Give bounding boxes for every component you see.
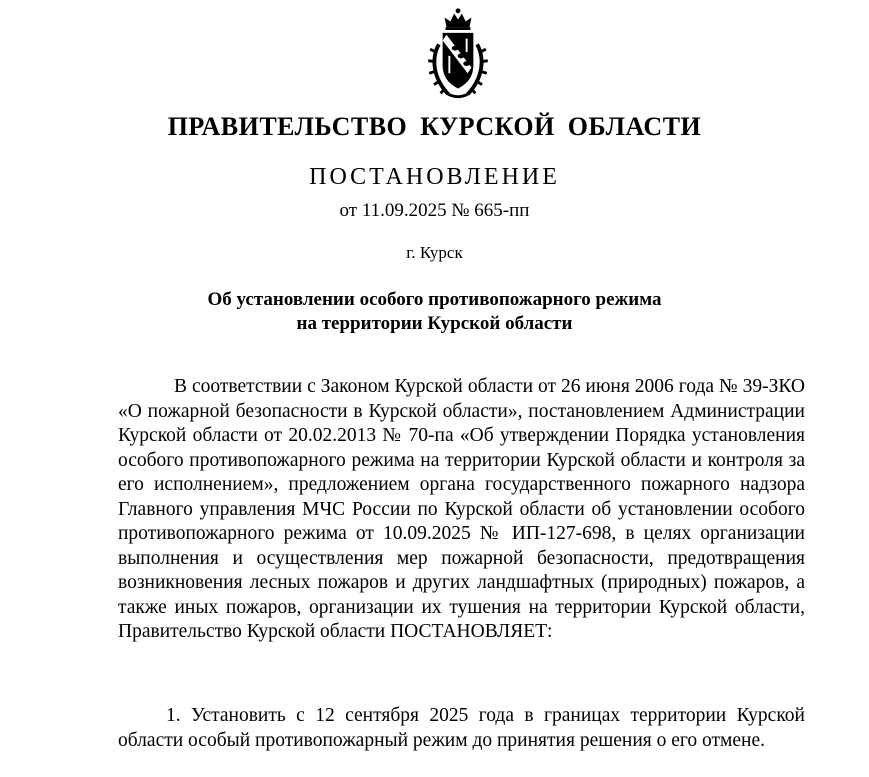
document-city: г. Курск [406,243,463,262]
preamble-paragraph: В соответствии с Законом Курской области от 26 июня 2006 года № 39-ЗКО «О пожарной безопасности в Курской области», постановлением Администрации Курской области от 20.02.2013 № 70-па «Об утверждении Порядка установления особого противопожарного режима на территории Курской области и контроля за его исполнением», предложением органа государственного пожарного надзора Главного управления МЧС России по Курской области об установлении особого противопожарного режима от 10.09.2025 № ИП-127-698, в целях организации выполнения и осуществления мер пожарной безопасности, предотвращения возникновения лесных пожаров и других ландшафтных (природных) пожаров, а также иных пожаров, организации их тушения на территории Курской области, Правительство Курской области ПОСТАНОВЛЯЕТ: [118,376,805,642]
kursk-coat-of-arms-icon [410,6,506,102]
item-section [118,704,805,753]
subject-line-2: на территории Курской области [296,313,573,334]
preamble-section [118,375,805,645]
government-name: ПРАВИТЕЛЬСТВО КУРСКОЙ ОБЛАСТИ [167,112,702,141]
document-type: ПОСТАНОВЛЕНИЕ [309,164,560,190]
document-date-number: от 11.09.2025 № 665-пп [339,200,530,221]
subject-line-1: Об установлении особого противопожарного режима [207,289,662,310]
document-subject [0,288,869,336]
item-1-paragraph: 1. Установить с 12 сентября 2025 года в границах территории Курской области особый противопожарный режим до принятия решения о его отмене. [118,705,805,751]
